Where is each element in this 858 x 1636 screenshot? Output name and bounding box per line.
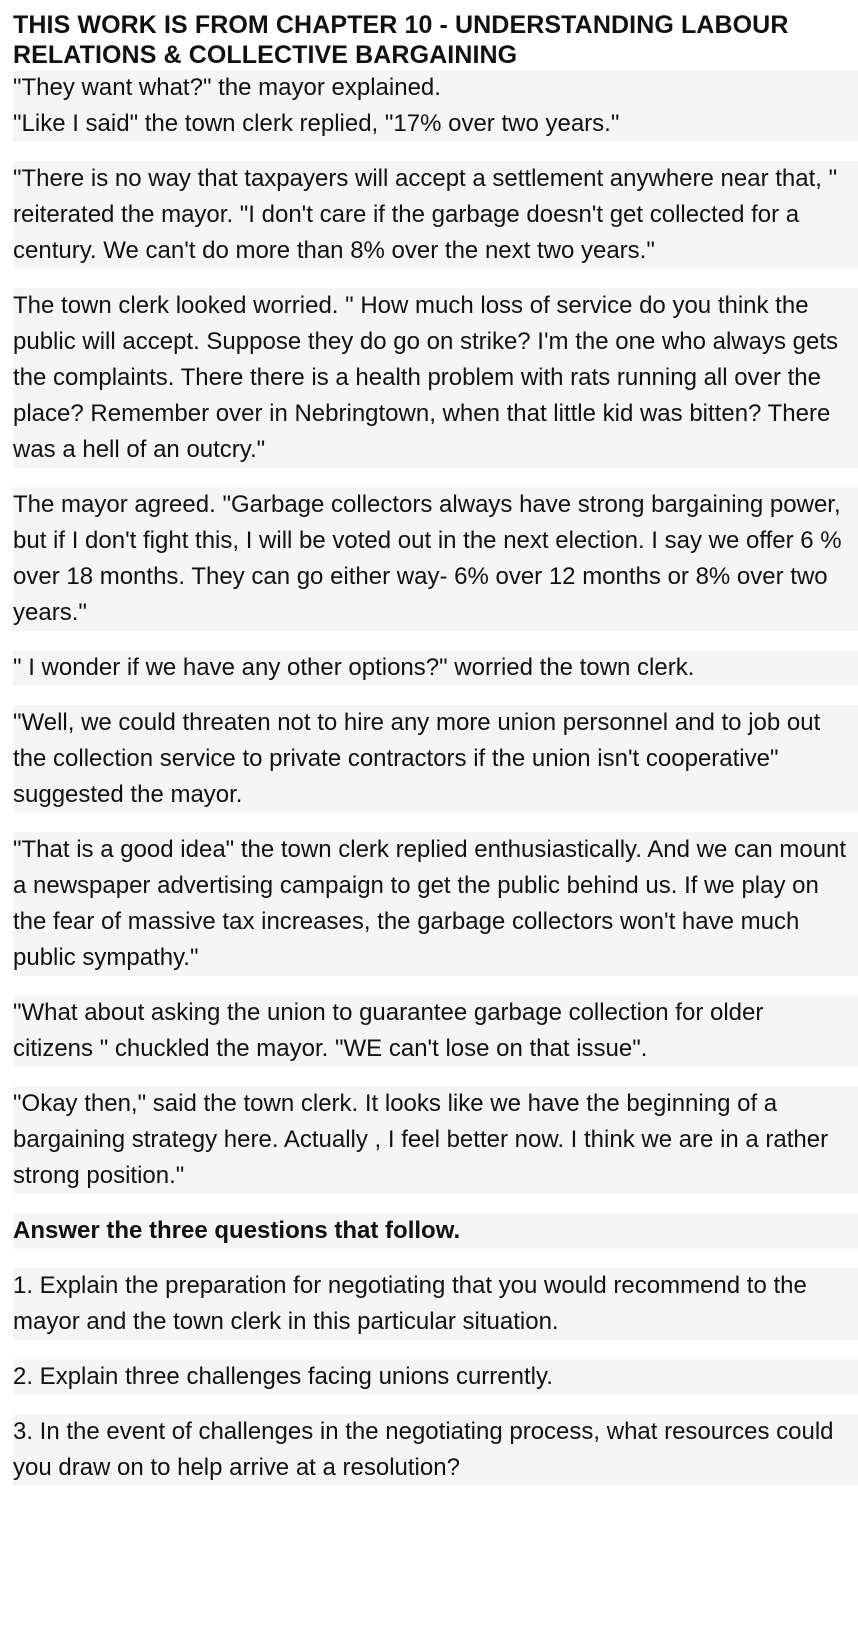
- question-1: 1. Explain the preparation for negotiating that you would recommend to the mayor and the town clerk in this particular situation.: [13, 1268, 858, 1340]
- question-2: 2. Explain three challenges facing unions currently.: [13, 1359, 858, 1395]
- question-3: 3. In the event of challenges in the negotiating process, what resources could you draw on to help arrive at a resolution?: [13, 1414, 858, 1486]
- instructions-heading: Answer the three questions that follow.: [13, 1213, 858, 1249]
- paragraph-mayor-question: "They want what?" the mayor explained.: [13, 70, 858, 106]
- chapter-heading: THIS WORK IS FROM CHAPTER 10 - UNDERSTANDING LABOUR RELATIONS & COLLECTIVE BARGAINING: [13, 11, 789, 69]
- paragraph-okay-then: "Okay then," said the town clerk. It looks like we have the beginning of a bargaining strategy here. Actually , I feel better now. I think we are in a rather strong position.": [13, 1086, 858, 1194]
- paragraph-older-citizens: "What about asking the union to guarantee garbage collection for older citizens " chuckled the mayor. "WE can't lose on that issue".: [13, 995, 858, 1067]
- paragraph-threaten-contractors: "Well, we could threaten not to hire any more union personnel and to job out the collection service to private contractors if the union isn't cooperative" suggested the mayor.: [13, 705, 858, 813]
- paragraph-good-idea: "That is a good idea" the town clerk replied enthusiastically. And we can mount a newspaper advertising campaign to get the public behind us. If we play on the fear of massive tax increases, the garbage collectors won't have much public sympathy.": [13, 832, 858, 976]
- paragraph-clerk-worried: The town clerk looked worried. " How much loss of service do you think the public will accept. Suppose they do go on strike? I'm the one who always gets the complaints. There there is a health problem with rats running all over the place? Remember over in Nebringtown, when that little kid was bitten? There was a hell of an outcry.": [13, 288, 858, 468]
- paragraph-other-options: " I wonder if we have any other options?" worried the town clerk.: [13, 650, 858, 686]
- paragraph-taxpayers: "There is no way that taxpayers will accept a settlement anywhere near that, " reiterated the mayor. "I don't care if the garbage doesn't get collected for a century. We can't do more than 8% over the next two years.": [13, 161, 858, 269]
- paragraph-clerk-reply: "Like I said" the town clerk replied, "17% over two years.": [13, 106, 858, 142]
- paragraph-mayor-agreed: The mayor agreed. "Garbage collectors always have strong bargaining power, but if I don't fight this, I will be voted out in the next election. I say we offer 6 % over 18 months. They can go either way- 6% over 12 months or 8% over two years.": [13, 487, 858, 631]
